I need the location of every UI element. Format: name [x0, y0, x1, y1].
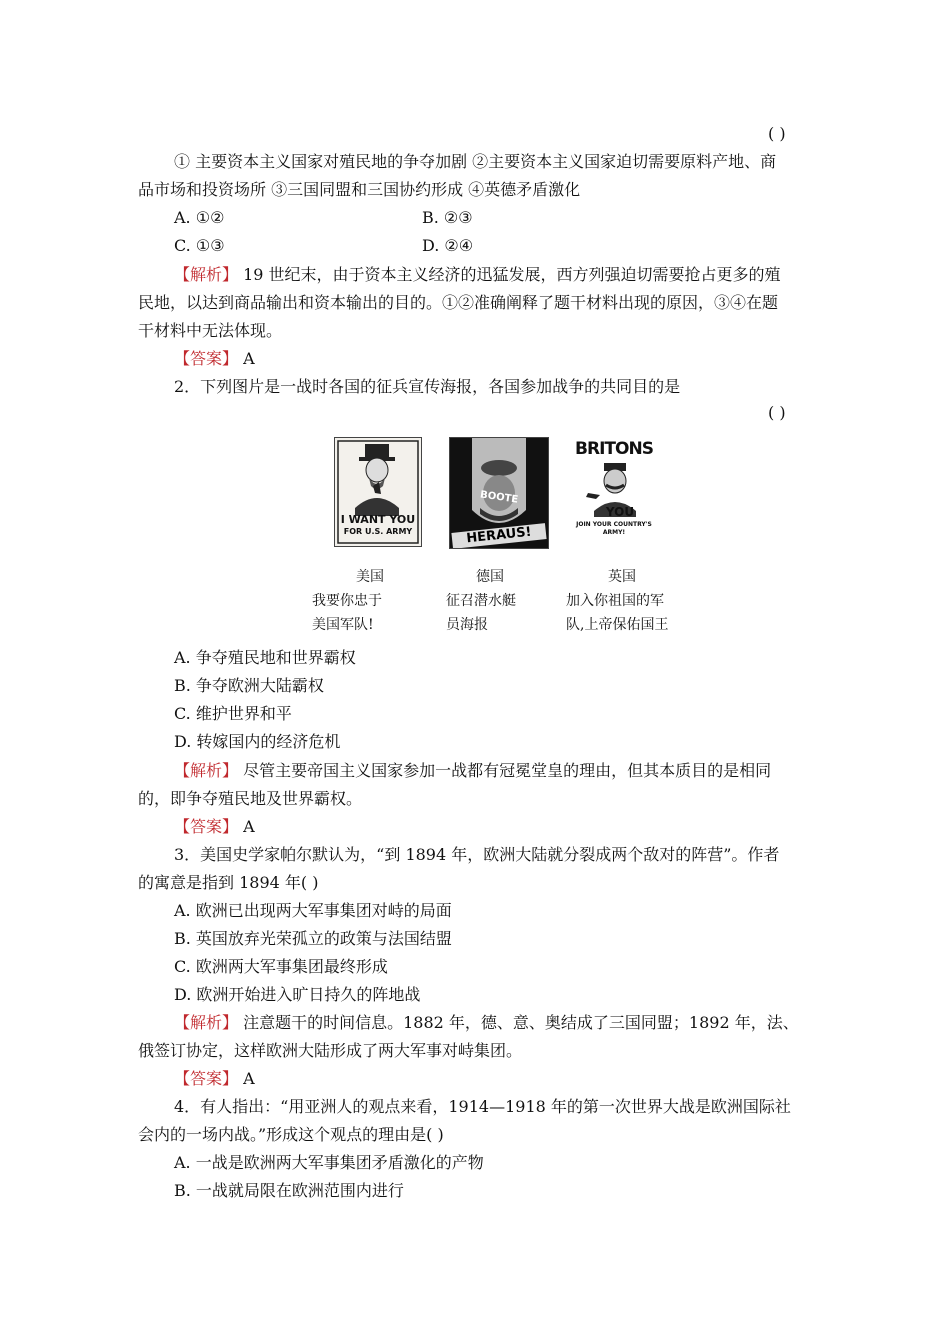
poster-germany-sub-text: BOOTE: [479, 489, 519, 506]
answer-text: A: [238, 817, 255, 836]
q1-stem-line2: 品市场和投资场所 ③三国同盟和三国协约形成 ④英德矛盾激化: [138, 180, 581, 199]
answer-tag: 【答案】: [174, 1069, 239, 1088]
q4-option-b: B. 一战就局限在欧洲范围内进行: [174, 1181, 404, 1200]
caption-germany-country: 德国: [476, 569, 504, 585]
q3-option-c: C. 欧洲两大军事集团最终形成: [174, 957, 388, 976]
q3-analysis-line2: 俄签订协定，这样欧洲大陆形成了两大军事对峙集团。: [138, 1041, 523, 1060]
answer-tag: 【答案】: [174, 817, 239, 836]
poster-germany: [449, 437, 549, 549]
caption-germany-line1: 征召潜水艇: [446, 593, 516, 609]
q1-analysis-line1: [174, 265, 781, 285]
answer-text: A: [238, 349, 255, 368]
analysis-tag: 【解析】: [174, 761, 239, 780]
caption-usa-line2: 美国军队!: [312, 617, 374, 633]
q2-analysis-line2: 的，即争夺殖民地及世界霸权。: [138, 789, 363, 808]
caption-usa-country: 美国: [356, 569, 384, 585]
q2-stem: 2．下列图片是一战时各国的征兵宣传海报，各国参加战争的共同目的是: [174, 377, 681, 396]
poster-britain: [574, 437, 654, 545]
q3-option-d: D. 欧洲开始进入旷日持久的阵地战: [174, 985, 421, 1004]
answer-paren: ( ): [768, 403, 786, 422]
q1-option-b: B. ②③: [422, 208, 473, 227]
q2-option-d: D. 转嫁国内的经济危机: [174, 732, 341, 751]
q1-analysis-line3: 干材料中无法体现。: [138, 321, 283, 340]
q4-option-a: A. 一战是欧洲两大军事集团矛盾激化的产物: [174, 1153, 484, 1172]
analysis-text: 注意题干的时间信息。1882 年，德、意、奥结成了三国同盟；1892 年，法、: [238, 1013, 799, 1032]
analysis-tag: 【解析】: [174, 1013, 239, 1032]
q2-option-a: A. 争夺殖民地和世界霸权: [174, 648, 356, 667]
poster-britain-foot-text: JOIN YOUR COUNTRY'S ARMY!: [576, 521, 652, 536]
q4-stem-line1: 4．有人指出：“用亚洲人的观点来看，1914—1918 年的第一次世界大战是欧洲国际社: [174, 1097, 791, 1116]
q1-option-d: D. ②④: [422, 236, 474, 255]
q3-option-a: A. 欧洲已出现两大军事集团对峙的局面: [174, 901, 452, 920]
q2-answer: [174, 817, 255, 837]
poster-usa-sub-text: FOR U.S. ARMY: [343, 527, 413, 536]
q2-analysis-line1: [174, 761, 771, 781]
q3-stem-line1: 3．美国史学家帕尔默认为，“到 1894 年，欧洲大陆就分裂成两个敌对的阵营”。作者: [174, 845, 780, 864]
analysis-text: 19 世纪末，由于资本主义经济的迅猛发展，西方列强迫切需要抢占更多的殖: [238, 265, 781, 284]
q1-option-a: A. ①②: [174, 208, 225, 227]
poster-britain-main-text: BRITONS: [575, 439, 653, 459]
q3-stem-line2: 的寓意是指到 1894 年( ): [138, 873, 319, 892]
q2-option-b: B. 争夺欧洲大陆霸权: [174, 676, 324, 695]
poster-usa: [334, 437, 422, 547]
q1-stem-line1: ① 主要资本主义国家对殖民地的争夺加剧 ②主要资本主义国家迫切需要原料产地、商: [174, 152, 777, 171]
q1-option-c: C. ①③: [174, 236, 225, 255]
answer-tag: 【答案】: [174, 349, 239, 368]
q1-answer: [174, 349, 255, 369]
answer-paren: ( ): [768, 124, 786, 143]
caption-britain-line2: 队,上帝保佑国王: [566, 617, 669, 633]
analysis-text: 尽管主要帝国主义国家参加一战都有冠冕堂皇的理由，但其本质目的是相同: [238, 761, 772, 780]
caption-britain-country: 英国: [608, 569, 636, 585]
q1-analysis-line2: 民地，以达到商品输出和资本输出的目的。①②准确阐释了题干材料出现的原因，③④在题: [138, 293, 779, 312]
poster-usa-main-text: I WANT YOU: [340, 513, 416, 526]
poster-germany-main-text: HERAUS!: [451, 523, 546, 549]
q4-stem-line2: 会内的一场内战。”形成这个观点的理由是( ): [138, 1125, 444, 1144]
caption-usa-line1: 我要你忠于: [312, 593, 382, 609]
q3-answer: [174, 1069, 255, 1089]
poster-britain-sub-text: YOU: [605, 505, 635, 519]
analysis-tag: 【解析】: [174, 265, 239, 284]
caption-britain-line1: 加入你祖国的军: [566, 593, 664, 609]
q3-analysis-line1: [174, 1013, 799, 1033]
answer-text: A: [238, 1069, 255, 1088]
caption-germany-line2: 员海报: [446, 617, 488, 633]
q2-option-c: C. 维护世界和平: [174, 704, 292, 723]
q3-option-b: B. 英国放弃光荣孤立的政策与法国结盟: [174, 929, 452, 948]
